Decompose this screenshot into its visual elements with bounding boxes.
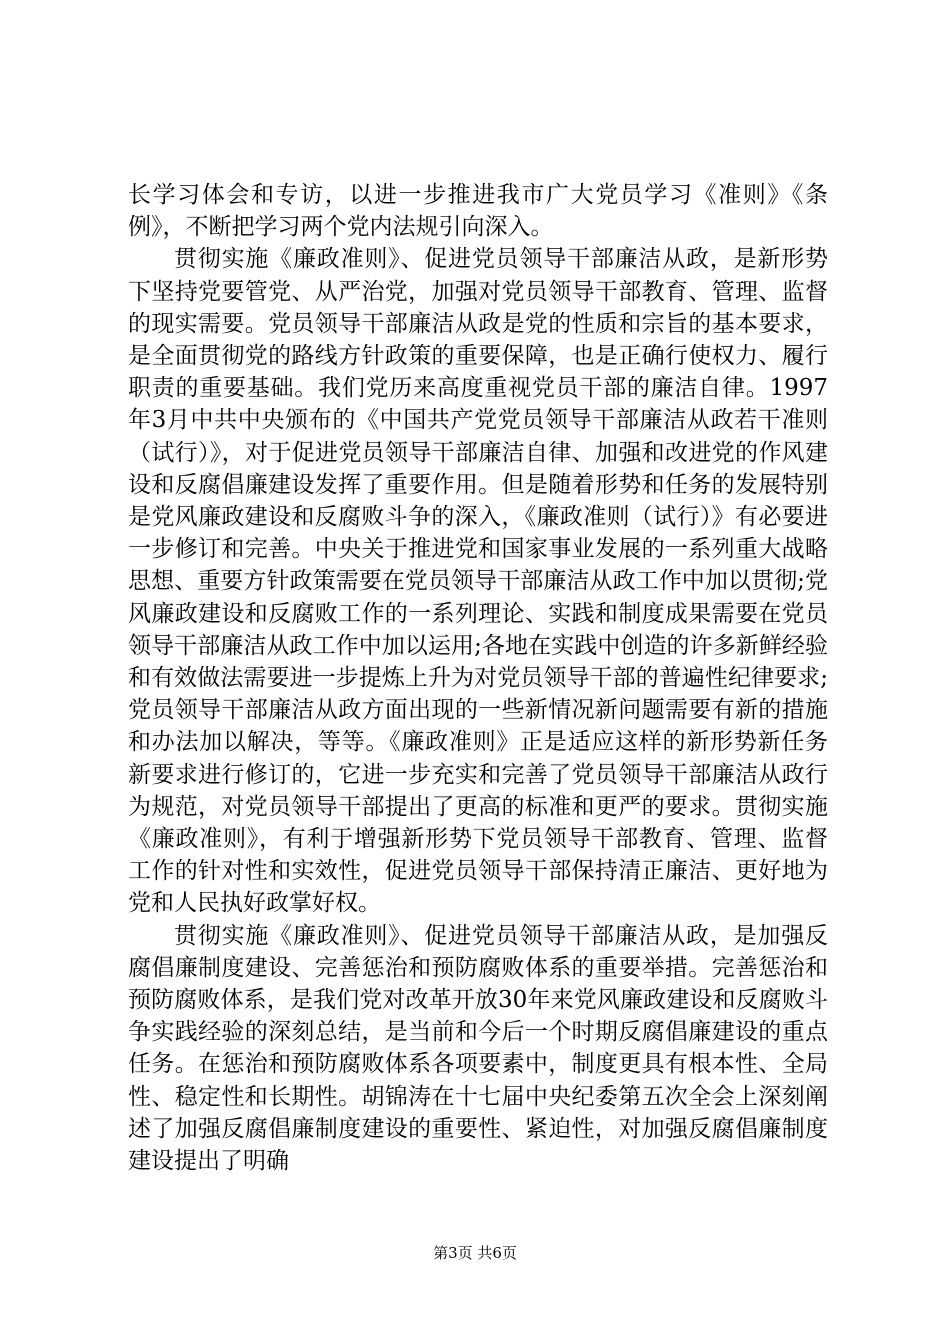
paragraph-3: 贯彻实施《廉政准则》、促进党员领导干部廉洁从政，是加强反腐倡廉制度建设、完善惩治和预防腐败体系的重要举措。完善惩治和预防腐败体系，是我们党对改革开放30年来党风廉政建设和反腐败斗争实践经验的深刻总结，是当前和今后一个时期反腐倡廉建设的重点任务。在惩治和预防腐败体系各项要素中，制度更具有根本性、全局性、稳定性和长期性。胡锦涛在十七届中央纪委第五次全会上深刻阐述了加强反腐倡廉制度建设的重要性、紧迫性，对加强反腐倡廉制度建设提出了明确 [128,922,828,1175]
page-number-footer: 第3页 共6页 [433,1244,517,1262]
document-body [128,179,828,1177]
paragraph-2: 贯彻实施《廉政准则》、促进党员领导干部廉洁从政，是新形势下坚持党要管党、从严治党，加强对党员领导干部教育、管理、监督的现实需要。党员领导干部廉洁从政是党的性质和宗旨的基本要求，是全面贯彻党的路线方针政策的重要保障，也是正确行使权力、履行职责的重要基础。我们党历来高度重视党员干部的廉洁自律。1997年3月中共中央颁布的《中国共产党党员领导干部廉洁从政若干准则（试行）》，对于促进党员领导干部廉洁自律、加强和改进党的作风建设和反腐倡廉建设发挥了重要作用。但是随着形势和任务的发展特别是党风廉政建设和反腐败斗争的深入，《廉政准则（试行）》有必要进一步修订和完善。中央关于推进党和国家事业发展的一系列重大战略思想、重要方针政策需要在党员领导干部廉洁从政工作中加以贯彻;党风廉政建设和反腐败工作的一系列理论、实践和制度成果需要在党员领导干部廉洁从政工作中加以运用;各地在实践中创造的许多新鲜经验和有效做法需要进一步提炼上升为对党员领导干部的普遍性纪律要求;党员领导干部廉洁从政方面出现的一些新情况新问题需要有新的措施和办法加以解决，等等。《廉政准则》正是适应这样的新形势新任务新要求进行修订的，它进一步充实和完善了党员领导干部廉洁从政行为规范，对党员领导干部提出了更高的标准和更严的要求。贯彻实施《廉政准则》，有利于增强新形势下党员领导干部教育、管理、监督工作的针对性和实效性，促进党员领导干部保持清正廉洁、更好地为党和人民执好政掌好权。 [128,246,828,917]
paragraph-1: 长学习体会和专访，以进一步推进我市广大党员学习《准则》《条例》，不断把学习两个党内法规引向深入。 [128,182,828,241]
